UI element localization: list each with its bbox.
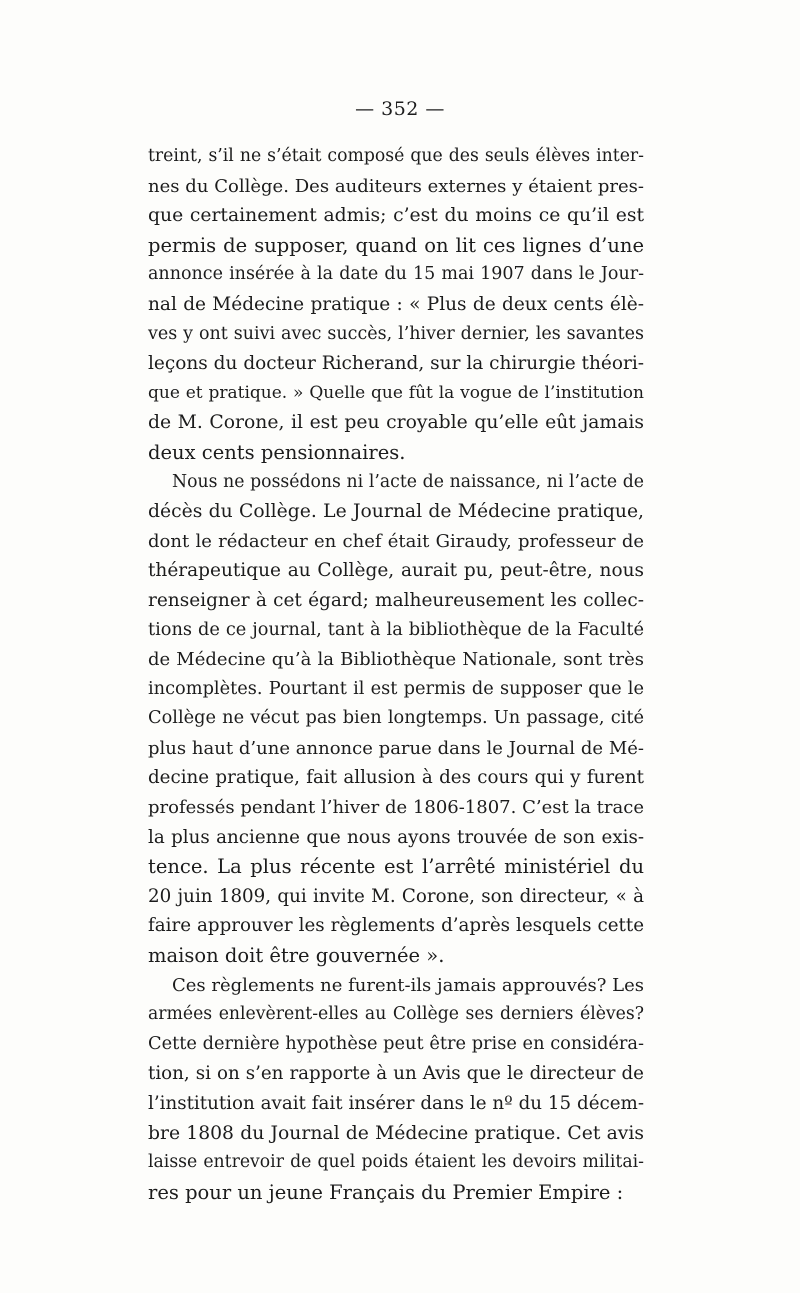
text-line: l’institution avait fait insérer dans le nº du 15 décem-: [148, 1093, 644, 1114]
text-line: tence. La plus récente est l’arrêté ministériel du: [148, 855, 644, 879]
text-line: decine pratique, fait allusion à des cours qui y furent: [148, 767, 644, 789]
page-number: — 352 —: [355, 98, 445, 120]
text-line: Cette dernière hypothèse peut être prise en considéra-: [148, 1033, 644, 1054]
text-line: plus haut d’une annonce parue dans le Journal de Mé-: [148, 737, 644, 759]
text-line: 20 juin 1809, qui invite M. Corone, son directeur, « à: [148, 885, 644, 907]
text-line: leçons du docteur Richerand, sur la chirurgie théori-: [148, 353, 644, 375]
text-line: que certainement admis; c’est du moins ce qu’il est: [148, 205, 644, 227]
text-line: nes du Collège. Des auditeurs externes y étaient pres-: [148, 175, 644, 197]
text-line: de M. Corone, il est peu croyable qu’elle eût jamais: [148, 412, 644, 434]
text-line: treint, s’il ne s’était composé que des seuls élèves inter-: [148, 146, 644, 166]
text-line: bre 1808 du Journal de Médecine pratique. Cet avis: [148, 1122, 644, 1144]
text-line: Collège ne vécut pas bien longtemps. Un passage, cité: [148, 708, 644, 729]
text-line: thérapeutique au Collège, aurait pu, peut-être, nous: [148, 560, 644, 582]
text-line: laisse entrevoir de quel poids étaient les devoirs militai-: [148, 1152, 644, 1173]
body-text: [148, 142, 644, 1207]
text-line: Ces règlements ne furent-ils jamais approuvés? Les: [172, 974, 644, 996]
text-line: la plus ancienne que nous ayons trouvée de son exis-: [148, 826, 644, 848]
text-line: permis de supposer, quand on lit ces lignes d’une: [148, 233, 644, 257]
text-line: res pour un jeune Français du Premier Empire :: [148, 1180, 624, 1204]
paragraph-2: [148, 468, 644, 971]
text-line: tions de ce journal, tant à la bibliothèque de la Faculté: [148, 619, 644, 640]
paragraph-1: [148, 142, 644, 468]
text-line: que et pratique. » Quelle que fût la vogue de l’institution: [148, 382, 644, 403]
paragraph-3: [148, 971, 644, 1208]
text-line: deux cents pensionnaires.: [148, 440, 406, 464]
text-line: ves y ont suivi avec succès, l’hiver dernier, les savantes: [148, 323, 644, 344]
text-line: de Médecine qu’à la Bibliothèque Nationale, sont très: [148, 649, 644, 671]
text-line: dont le rédacteur en chef était Giraudy, professeur de: [148, 530, 644, 552]
text-line: Nous ne possédons ni l’acte de naissance, ni l’acte de: [172, 471, 644, 492]
text-line: nal de Médecine pratique : « Plus de deux cents élè-: [148, 293, 644, 315]
text-line: renseigner à cet égard; malheureusement les collec-: [148, 589, 644, 611]
text-line: faire approuver les règlements d’après lesquels cette: [148, 915, 644, 937]
text-line: décès du Collège. Le Journal de Médecine pratique,: [148, 501, 644, 523]
text-line: tion, si on s’en rapporte à un Avis que le directeur de: [148, 1063, 644, 1085]
text-line: armées enlevèrent-elles au Collège ses derniers élèves?: [148, 1004, 644, 1025]
text-line: professés pendant l’hiver de 1806-1807. C’est la trace: [148, 797, 644, 819]
text-line: maison doit être gouvernée ».: [148, 944, 445, 968]
text-line: annonce insérée à la date du 15 mai 1907 dans le Jour-: [148, 264, 644, 285]
text-line: incomplètes. Pourtant il est permis de supposer que le: [148, 678, 644, 699]
